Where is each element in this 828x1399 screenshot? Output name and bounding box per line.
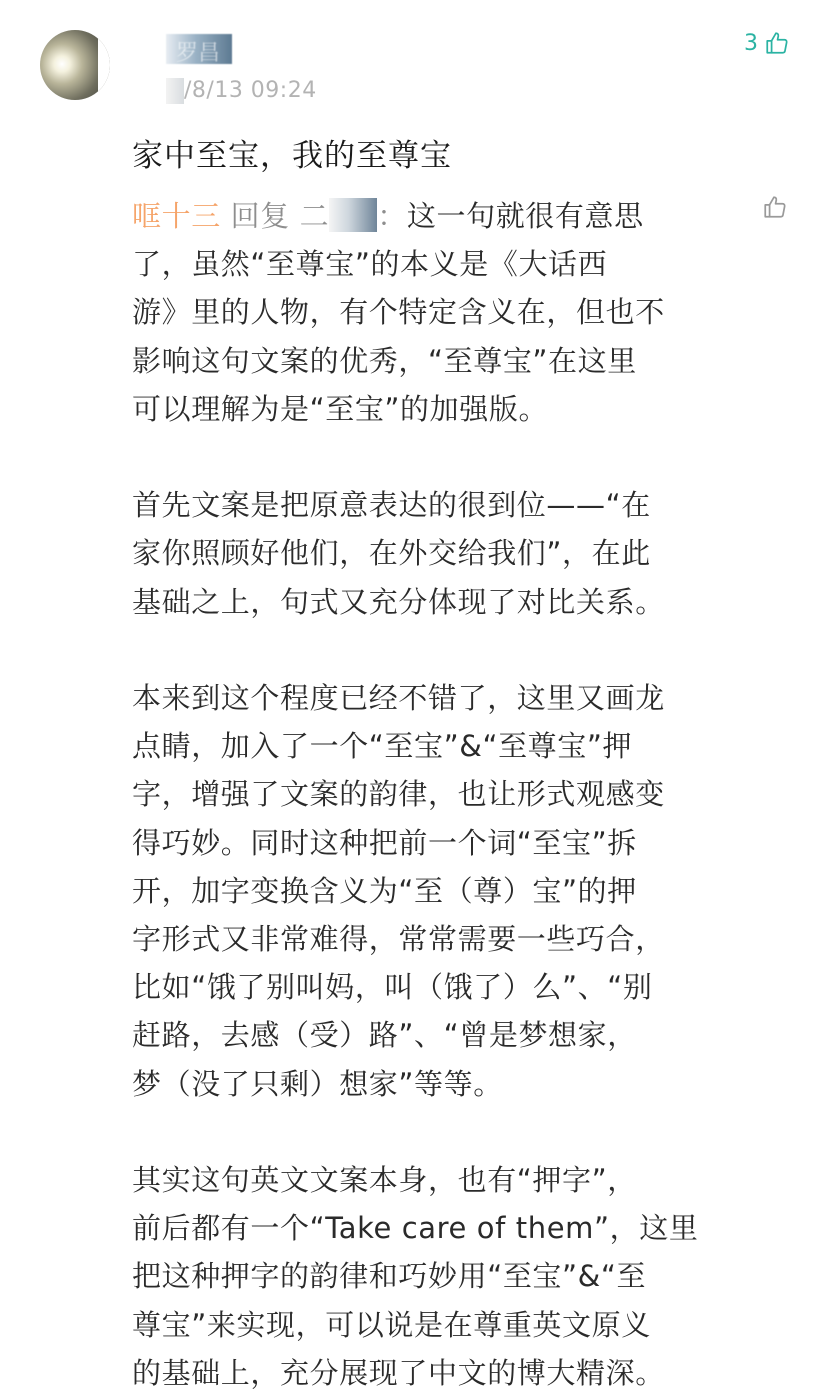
reply-text-line: 赶路，去感（受）路”、“曾是梦想家， — [132, 1018, 637, 1053]
reply-text-line: 其实这句英文文案本身，也有“押字”， — [132, 1163, 637, 1198]
reply-text-line: 点睛，加入了一个“至宝”&“至尊宝”押 — [132, 729, 633, 764]
timestamp-obscured-part — [166, 78, 184, 104]
reply-text-line: 游》里的人物，有个特定含义在，但也不 — [132, 295, 665, 330]
reply-thumbs-up-icon[interactable] — [762, 194, 788, 220]
paragraph-gap — [132, 1108, 724, 1156]
reply-text-line: 了，虽然“至尊宝”的本义是《大话西 — [132, 247, 608, 282]
reply-text-line: 把这种押字的韵律和巧妙用“至宝”&“至 — [132, 1259, 647, 1294]
reply-text-line: 梦（没了只剩）想家”等等。 — [132, 1066, 503, 1101]
avatar-crop-edge — [98, 30, 110, 100]
reply-text-line: 字形式又非常难得，常常需要一些巧合， — [132, 922, 665, 957]
thumbs-up-icon — [764, 30, 790, 56]
reply-text-line: 首先文案是把原意表达的很到位——“在 — [132, 488, 651, 523]
reply-text-line: 家你照顾好他们，在外交给我们”，在此 — [132, 536, 651, 571]
reply-target-obscured — [329, 198, 377, 232]
user-name-obscured[interactable] — [166, 34, 232, 64]
reply-colon: ： — [377, 199, 407, 233]
reply-content — [132, 192, 724, 1397]
reply-text-line: 前后都有一个“Take care of them”，这里 — [132, 1211, 699, 1246]
reply-line — [132, 192, 724, 240]
comment-timestamp: /8/13 09:24 — [184, 78, 317, 103]
reply-text-line: 得巧妙。同时这种把前一个词“至宝”拆 — [132, 825, 637, 860]
reply-text-line: 基础之上，句式又充分体现了对比关系。 — [132, 584, 665, 619]
paragraph-gap — [132, 433, 724, 481]
reply-text-line: 字，增强了文案的韵律，也让形式观感变 — [132, 777, 665, 812]
reply-author[interactable]: 哐十三 — [132, 199, 221, 233]
user-name: 罗昌 — [176, 41, 221, 66]
reply-text-line: 尊宝”来实现，可以说是在尊重英文原义 — [132, 1307, 651, 1342]
reply-label: 回复 — [230, 199, 290, 233]
paragraph-gap — [132, 626, 724, 674]
reply-text-line: 这一句就很有意思 — [406, 199, 644, 233]
reply-text-line: 本来到这个程度已经不错了，这里又画龙 — [132, 681, 665, 715]
reply-text-line: 可以理解为是“至宝”的加强版。 — [132, 391, 549, 426]
like-count: 3 — [744, 30, 758, 56]
comment-like-button[interactable] — [744, 30, 790, 56]
user-avatar[interactable] — [40, 30, 110, 100]
reply-text-line: 的基础上，充分展现了中文的博大精深。 — [132, 1355, 665, 1390]
reply-text-line: 影响这句文案的优秀，“至尊宝”在这里 — [132, 343, 637, 378]
reply-target-name[interactable]: 二 — [299, 199, 330, 233]
comment-text: 家中至宝，我的至尊宝 — [132, 138, 452, 174]
reply-text-line: 开，加字变换含义为“至（尊）宝”的押 — [132, 873, 637, 908]
reply-text-line: 比如“饿了别叫妈，叫（饿了）么”、“别 — [132, 970, 653, 1005]
